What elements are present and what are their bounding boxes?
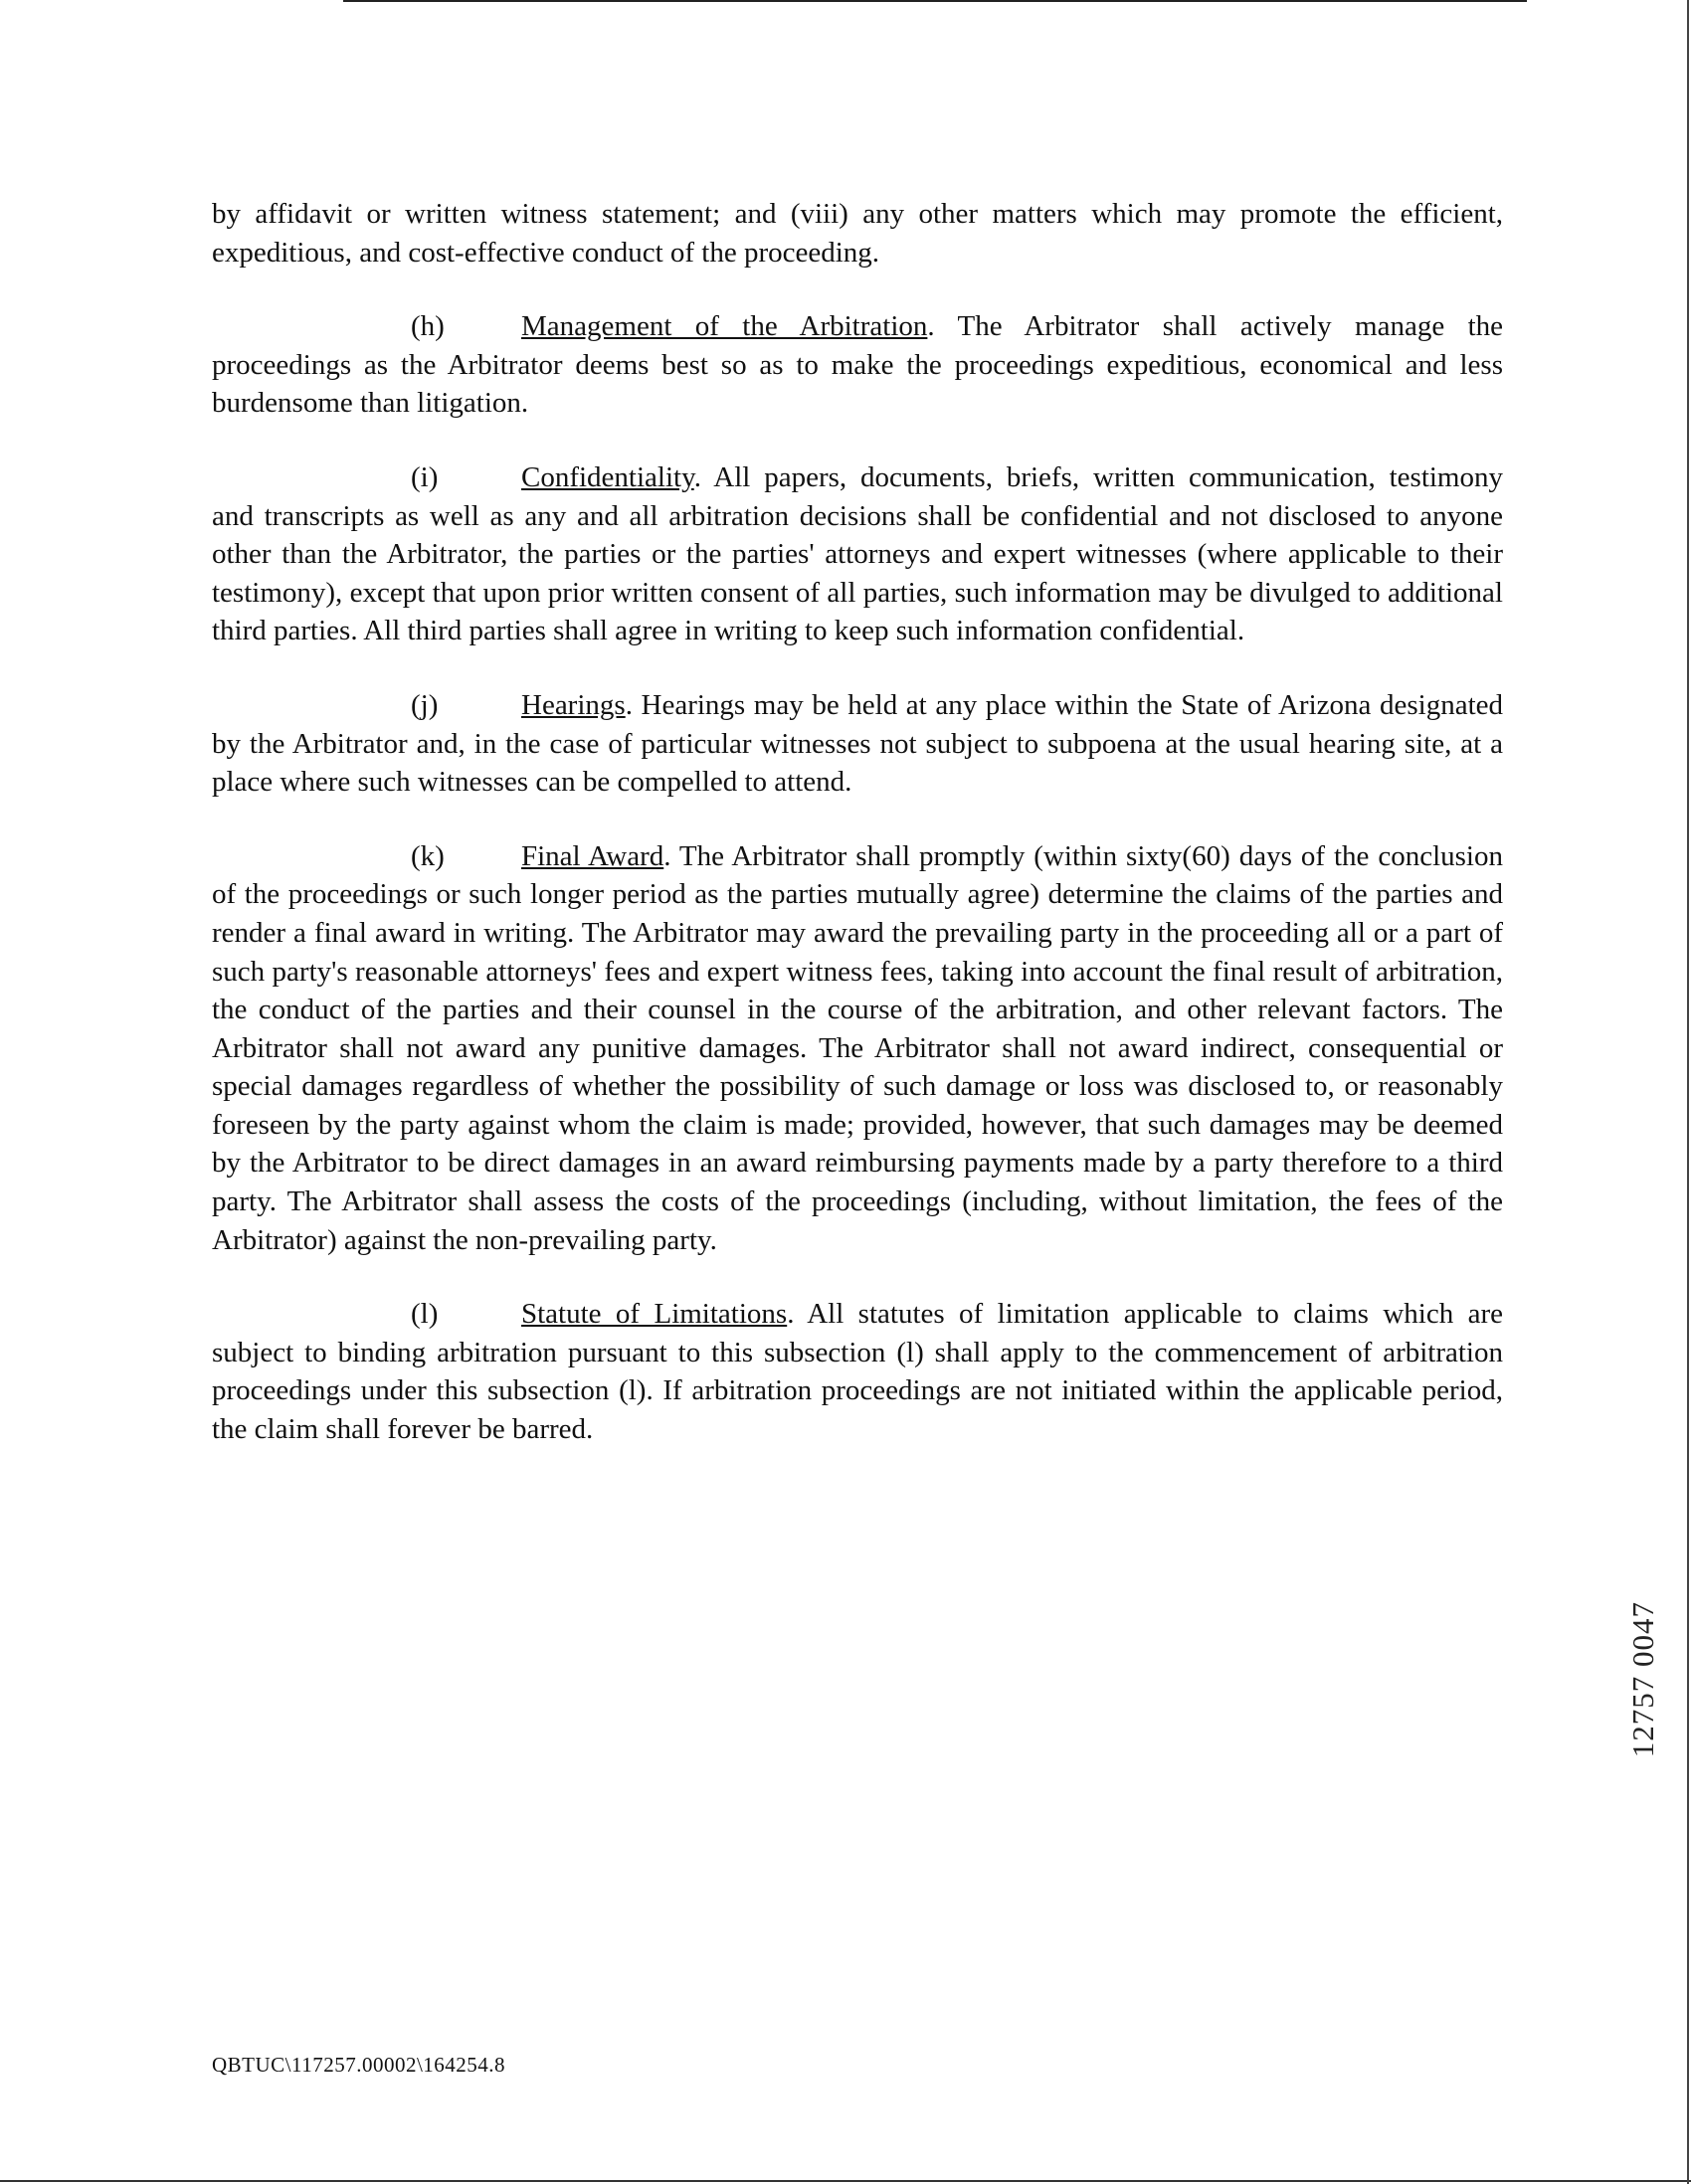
section-number: (j) xyxy=(411,688,439,721)
section-l xyxy=(212,1295,1503,1448)
section-j xyxy=(212,686,1503,802)
bates-number: 12757 0047 xyxy=(1625,1601,1660,1758)
section-body: . The Arbitrator shall actively manage the proceedings as the Arbitrator deems best so as to make the proceedings expeditious, economical and less burdensome than litigation. xyxy=(212,310,1504,420)
section-heading: Hearings xyxy=(521,688,626,721)
document-id-footer: QBTUC\117257.00002\164254.8 xyxy=(212,2053,506,2077)
section-number: (k) xyxy=(411,839,445,872)
section-number: (l) xyxy=(411,1298,439,1331)
scan-edge-top xyxy=(343,0,1527,2)
section-number: (h) xyxy=(411,310,445,343)
scan-edge-bottom xyxy=(0,2180,1691,2182)
section-heading: Final Award xyxy=(521,839,664,872)
section-body: . All statutes of limitation applicable to claims which are subject to binding arbitration pursuant to this subsection (l) shall apply to the commencement of arbitration proceedings under this subsection (l). If arbitration proceedings are not initiated within the applicable period, the claim shall forever be barred. xyxy=(212,1298,1504,1446)
section-body: . All papers, documents, briefs, written communication, testimony and transcripts as well as any and all arbitration decisions shall be confidential and not disclosed to anyone other than the Arbitrator, the parties or the parties' attorneys and expert witnesses (where applicable to their testimony), except that upon prior written consent of all parties, such information may be divulged to additional third parties. All third parties shall agree in writing to keep such information confidential. xyxy=(212,460,1503,647)
section-heading: Confidentiality xyxy=(521,460,694,493)
section-h xyxy=(212,307,1503,423)
section-k xyxy=(212,837,1503,1260)
scan-edge-right xyxy=(1687,0,1689,2184)
section-number: (i) xyxy=(411,460,439,493)
section-body: . The Arbitrator shall promptly (within sixty(60) days of the conclusion of the proceedings or such longer period as the parties mutually agree) determine the claims of the parties and render a final award in writing. The Arbitrator may award the prevailing party in the proceeding all or a part of such party's reasonable attorneys' fees and expert witness fees, taking into account the final result of arbitration, the conduct of the parties and their counsel in the course of the arbitration, and other relevant factors. The Arbitrator shall not award any punitive damages. The Arbitrator shall not award indirect, consequential or special damages regardless of whether the possibility of such damage or loss was disclosed to, or reasonably foreseen by the party against whom the claim is made; provided, however, that such damages may be deemed by the Arbitrator to be direct damages in an award reimbursing payments made by a party therefore to a third party. The Arbitrator shall assess the costs of the proceedings (including, without limitation, the fees of the Arbitrator) against the non-prevailing party. xyxy=(212,839,1503,1256)
section-i xyxy=(212,458,1503,650)
section-heading: Management of the Arbitration xyxy=(521,310,928,343)
section-heading: Statute of Limitations xyxy=(521,1298,788,1331)
section-body: . Hearings may be held at any place within the State of Arizona designated by the Arbitrator and, in the case of particular witnesses not subject to subpoena at the usual hearing site, at a place where such witnesses can be compelled to attend. xyxy=(212,688,1503,799)
intro-paragraph: by affidavit or written witness statement; and (viii) any other matters which may promote the efficient, expeditious, and cost-effective conduct of the proceeding. xyxy=(212,198,1503,269)
document-body xyxy=(212,195,1503,1449)
